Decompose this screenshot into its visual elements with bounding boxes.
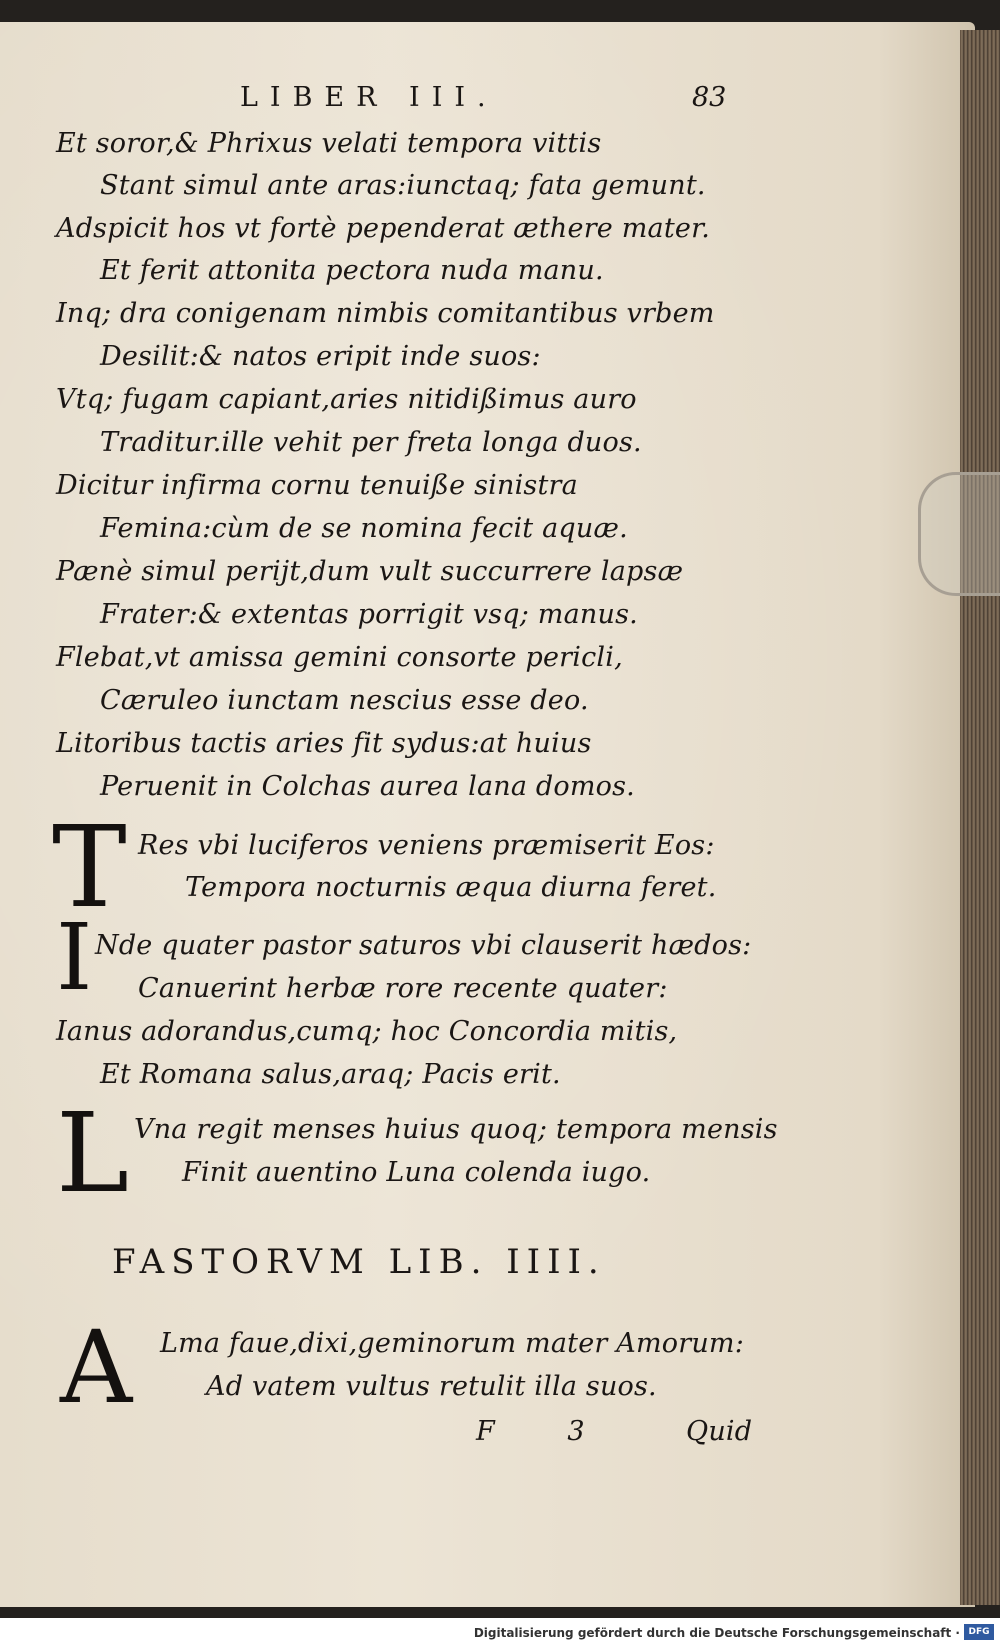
verse-line: Frater:& extentas porrigit vsq; manus. [100,599,638,630]
initial-t: T [52,803,127,933]
section-title: FASTORVM LIB. IIII. [112,1242,606,1282]
page-edges [960,30,1000,1605]
verse-line: Inq; dra conigenam nimbis comitantibus vrbem [56,298,715,329]
digitization-footer [0,1618,1000,1648]
verse-line: Res vbi luciferos veniens præmiserit Eos: [138,830,715,861]
dfg-logo: DFG [964,1624,994,1640]
verse-line: Et soror,& Phrixus velati tempora vittis [56,128,602,159]
verse-line: Canuerint herbæ rore recente quater: [138,973,668,1004]
verse-line: Ianus adorandus,cumq; hoc Concordia mitis, [56,1016,678,1047]
verse-line: Pænè simul perijt,dum vult succurrere lapsæ [56,556,684,587]
verse-line: Desilit:& natos eripit inde suos: [100,341,541,372]
verse-line: Finit auentino Luna colenda iugo. [182,1157,651,1188]
verse-line: Femina:cùm de se nomina fecit aquæ. [100,513,628,544]
verse-line: Litoribus tactis aries fit sydus:at huius [56,728,592,759]
verse-line: Vtq; fugam capiant,aries nitidißimus auro [56,384,637,415]
verse-line: Flebat,vt amissa gemini consorte pericli, [56,642,623,673]
verse-line: Dicitur infirma cornu tenuiße sinistra [56,470,578,501]
initial-l: L [56,1089,130,1217]
catchword: Quid [686,1416,753,1447]
verse-line: Et ferit attonita pectora nuda manu. [100,255,604,286]
initial-a: A [60,1309,133,1426]
verse-line: Adspicit hos vt fortè pependerat æthere mater. [56,213,711,244]
footer-credit: Digitalisierung gefördert durch die Deutsche Forschungsgemeinschaft · [473,1626,960,1640]
verse-line: Vna regit menses huius quoq; tempora mensis [134,1114,778,1145]
verse-line: Stant simul ante aras:iunctaq; fata gemunt. [100,170,706,201]
verse-line: Et Romana salus,araq; Pacis erit. [100,1059,561,1090]
initial-i: I [56,904,93,1011]
signature-mark: F 3 [476,1416,617,1447]
verse-line: Lma faue,dixi,geminorum mater Amorum: [160,1328,745,1359]
verse-line: Traditur.ille vehit per freta longa duos. [100,427,642,458]
verse-line: Peruenit in Colchas aurea lana domos. [100,771,635,802]
verse-line: Cæruleo iunctam nescius esse deo. [100,685,589,716]
folio-number: 83 [692,82,727,113]
verse-line: Ad vatem vultus retulit illa suos. [206,1371,657,1402]
verse-line: Nde quater pastor saturos vbi clauserit hædos: [95,930,752,961]
verse-line: Tempora nocturnis æqua diurna feret. [185,872,717,903]
running-head: LIBER III. [240,82,498,113]
